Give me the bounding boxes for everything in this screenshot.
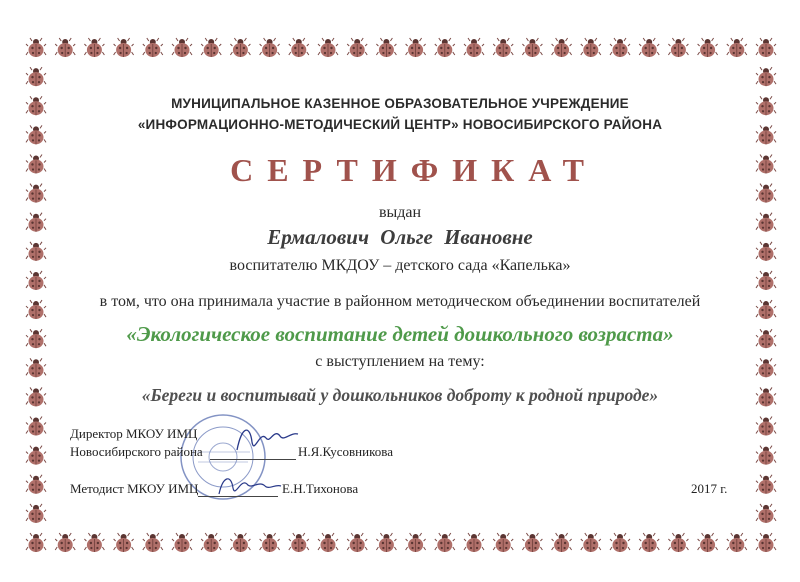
ladybug-icon [289,38,309,57]
ladybug-icon [552,533,572,552]
ladybug-icon [727,533,747,552]
ladybug-icon [406,38,426,57]
ladybug-icon [172,38,192,57]
ladybug-icon [347,533,367,552]
participation-statement: в том, что она принимала участие в районном методическом объединении воспитателей [99,293,701,310]
ladybug-icon [347,38,367,57]
ladybug-icon [581,38,601,57]
ladybug-icon [756,504,776,523]
organization-line-1: МУНИЦИПАЛЬНОЕ КАЗЕННОЕ ОБРАЗОВАТЕЛЬНОЕ УЧРЕЖДЕНИЕ [171,96,629,111]
ladybug-icon [522,38,542,57]
ladybug-icon [230,38,250,57]
ladybug-icon [26,504,46,523]
association-name: «Экологическое воспитание детей дошкольного возраста» [126,322,674,346]
ladybug-icon [55,38,75,57]
ladybug-icon [756,446,776,465]
recipient-name: Ермалович Ольге Ивановне [267,225,533,249]
ladybug-icon [610,38,630,57]
ladybug-icon [698,533,718,552]
methodist-name: Е.Н.Тихонова [282,481,359,496]
ladybug-icon [756,475,776,494]
ladybug-icon [376,38,396,57]
ladybug-icon [260,38,280,57]
ladybug-icon [727,38,747,57]
ladybug-icon [26,533,46,552]
director-title-line-2: Новосибирского района [70,444,203,459]
ladybug-icon [114,38,134,57]
ladybug-icon [172,533,192,552]
ladybug-icon [26,417,46,436]
ladybug-icon [201,533,221,552]
ladybug-icon [756,533,776,552]
director-signature-line [210,459,296,460]
certificate-year: 2017 г. [691,481,728,496]
ladybug-icon [26,475,46,494]
ladybug-icon [464,533,484,552]
director-signature [232,420,302,460]
ladybug-icon [493,533,513,552]
ladybug-icon [318,38,338,57]
ladybug-icon [610,533,630,552]
methodist-title: Методист МКОУ ИМЦ [70,481,199,496]
ladybug-icon [26,38,46,57]
ladybug-icon [406,533,426,552]
ladybug-icon [143,38,163,57]
ladybug-icon [756,417,776,436]
ladybug-icon [756,38,776,57]
ladybug-icon [84,38,104,57]
ladybug-icon [201,38,221,57]
ladybug-icon [464,38,484,57]
ladybug-icon [581,533,601,552]
organization-line-2: «ИНФОРМАЦИОННО-МЕТОДИЧЕСКИЙ ЦЕНТР» НОВОСИБИРСКОГО РАЙОНА [137,117,663,132]
director-name: Н.Я.Кусовникова [298,444,393,459]
ladybug-icon [668,533,688,552]
ladybug-icon [318,533,338,552]
ladybug-icon [435,533,455,552]
ladybug-icon [639,533,659,552]
talk-topic: «Береги и воспитывай у дошкольников доброту к родной природе» [141,385,659,405]
ladybug-icon [114,533,134,552]
ladybug-icon [493,38,513,57]
director-title-line-1: Директор МКОУ ИМЦ [70,426,198,441]
ladybug-icon [756,67,776,86]
ladybug-icon [552,38,572,57]
certificate-title: СЕРТИФИКАТ [230,152,598,188]
recipient-position: воспитателю МКДОУ – детского сада «Капелька» [229,257,571,274]
ladybug-icon [435,38,455,57]
ladybug-icon [26,446,46,465]
issued-label: выдан [378,204,422,221]
ladybug-icon [289,533,309,552]
ladybug-icon [260,533,280,552]
methodist-signature [215,470,285,502]
ladybug-icon [143,533,163,552]
ladybug-icon [698,38,718,57]
ladybug-icon [522,533,542,552]
talk-label: с выступлением на тему: [315,353,485,370]
methodist-signature-line [198,496,278,497]
ladybug-icon [668,38,688,57]
ladybug-icon [84,533,104,552]
ladybug-icon [55,533,75,552]
ladybug-icon [230,533,250,552]
ladybug-icon [376,533,396,552]
ladybug-icon [26,67,46,86]
ladybug-icon [639,38,659,57]
